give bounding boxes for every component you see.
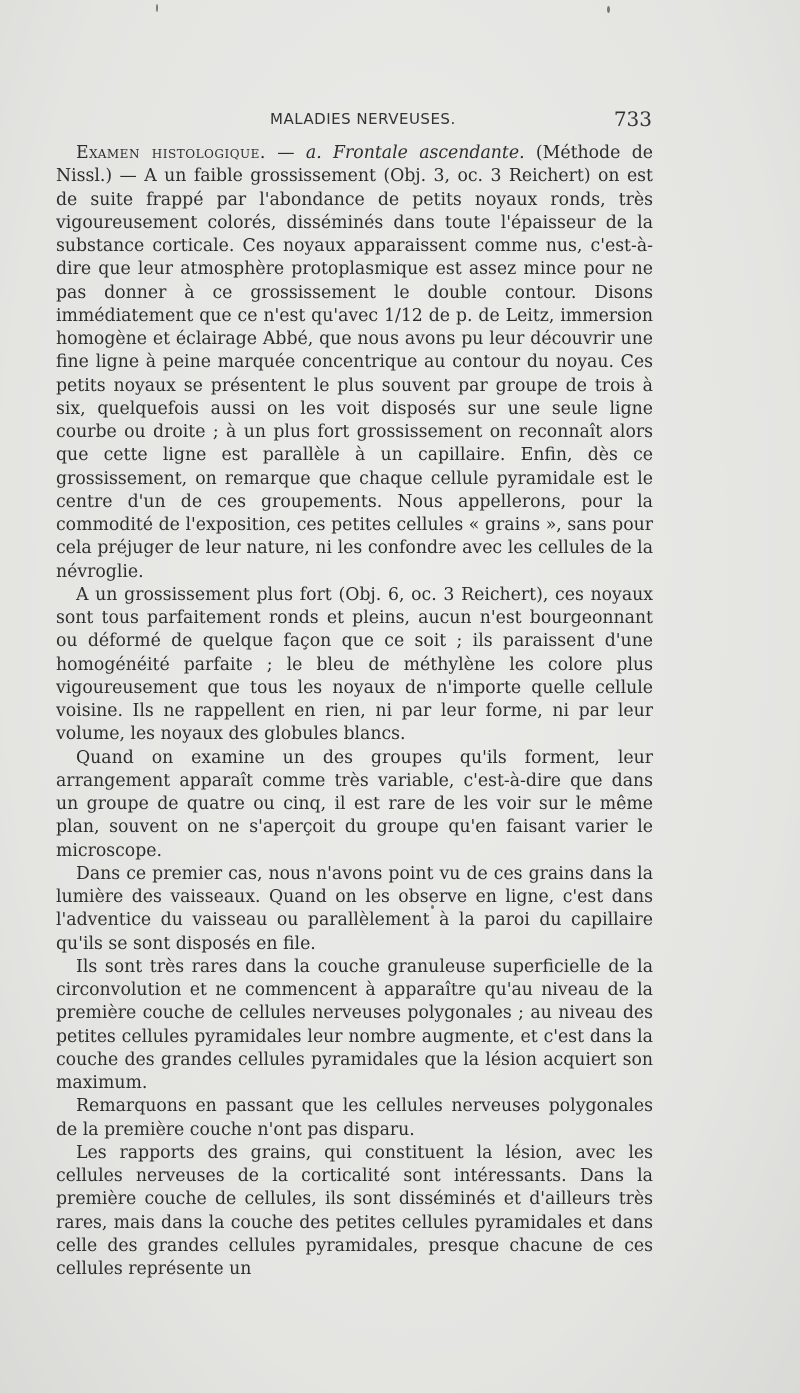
paragraph-4: Dans ce premier cas, nous n'avons point vu de ces grains dans la lumière des vaisseaux. Quand on les observe en ligne, c'est dans l'adventice du vaisseau ou parallèlement à la paroi du capillaire qu'ils se sont disposés en file. <box>56 863 653 954</box>
paragraph-6: Remarquons en passant que les cellules nerveuses polygonales de la première couche n'ont pas disparu. <box>56 1096 653 1140</box>
paper-speck <box>156 4 158 12</box>
page-header <box>56 107 652 136</box>
body-text <box>56 142 653 1281</box>
paragraph-3: Quand on examine un des groupes qu'ils forment, leur arrangement apparaît comme très variable, c'est-à-dire que dans un groupe de quatre ou cinq, il est rare de les voir sur le même plan, souvent on ne s'aperçoit du groupe qu'en faisant varier le microscope. <box>56 747 653 861</box>
paragraph-5: Ils sont très rares dans la couche granuleuse superficielle de la circonvolution et ne commencent à apparaître qu'au niveau de la première couche de cellules nerveuses polygonales ; au niveau des petites cellules pyramidales leur nombre augmente, et c'est dans la couche des grandes cellules pyramidales que la lésion acquiert son maximum. <box>56 956 653 1093</box>
paper-speck <box>607 6 610 13</box>
paragraph-1 <box>56 142 653 584</box>
paragraph-2: A un grossissement plus fort (Obj. 6, oc. 3 Reichert), ces noyaux sont tous parfaitement ronds et pleins, aucun n'est bourgeonnant ou déformé de quelque façon que ce soit ; ils paraissent d'une homogénéité parfaite ; le bleu de méthylène les colore plus vigoureusement que tous les noyaux de n'importe quelle cellule voisine. Ils ne rappellent en rien, ni par leur forme, ni par leur volume, les noyaux des globules blancs. <box>56 584 653 745</box>
section-heading: Examen histologique. <box>76 143 266 163</box>
page-number: 733 <box>613 107 652 131</box>
paragraph-7: Les rapports des grains, qui constituent la lésion, avec les cellules nerveuses de la corticalité sont intéressants. Dans la première couche de cellules, ils sont disséminés et d'ailleurs très rares, mais dans la couche des petites cellules pyramidales et dans celle des grandes cellules pyramidales, presque chacune de ces cellules représente un <box>56 1142 653 1279</box>
heading-dash: — <box>265 143 306 163</box>
section-subheading: a. Frontale ascendante. <box>305 143 525 163</box>
paragraph-text: (Méthode de Nissl.) — A un faible grossissement (Obj. 3, oc. 3 Reichert) on est de suite frappé par l'abondance de petits noyaux ronds, très vigoureusement colorés, disséminés dans toute l'épaisseur de la substance corticale. Ces noyaux apparaissent comme nus, c'est-à-dire que leur atmosphère protoplasmique est assez mince pour ne pas donner à ce grossissement le double contour. Disons immédiatement que ce n'est qu'avec 1/12 de p. de Leitz, immersion homogène et éclairage Abbé, que nous avons pu leur découvrir une fine ligne à peine marquée concentrique au contour du noyau. Ces petits noyaux se présentent le plus souvent par groupe de trois à six, quelquefois aussi on les voit disposés sur une seule ligne courbe ou droite ; à un plus fort grossissement on reconnaît alors que cette ligne est parallèle à un capillaire. Enfin, dès ce grossissement, on remarque que chaque cellule pyramidale est le centre d'un de ces groupements. Nous appellerons, pour la commodité de l'exposition, ces petites cellules « grains », sans pour cela préjuger de leur nature, ni les confondre avec les cellules de la névroglie. <box>56 143 653 582</box>
running-head: MALADIES NERVEUSES. <box>270 110 456 128</box>
